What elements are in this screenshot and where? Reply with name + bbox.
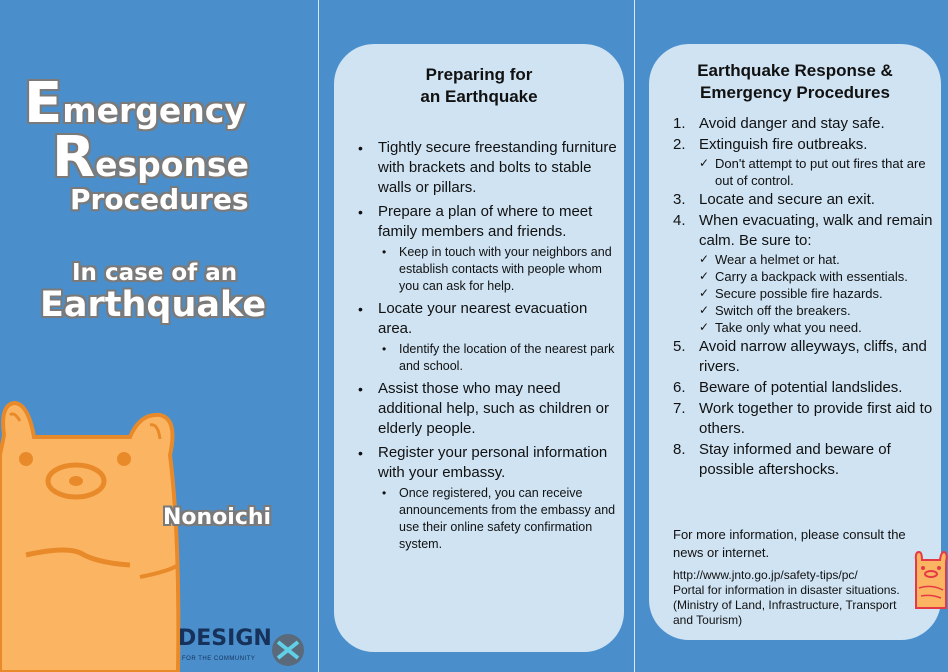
response-card	[649, 44, 941, 640]
response-title: Earthquake Response & Emergency Procedures	[697, 61, 893, 102]
sub-list	[378, 244, 618, 295]
sub-list	[378, 485, 618, 553]
check-list	[699, 251, 933, 336]
list-item: • Register your personal information with your embassy. • Once registered, you can receive announcements from the embassy and use their online safety confirmation system.	[356, 443, 618, 553]
title-line-procedures: Procedures	[70, 183, 249, 216]
step-item: 6. Beware of potential landslides.	[673, 379, 903, 396]
sub-list-item: • Identify the location of the nearest park and school.	[378, 341, 618, 375]
step-item: 5. Avoid narrow alleyways, cliffs, and rivers.	[673, 338, 927, 375]
check-item: ✓ Take only what you need.	[699, 319, 933, 336]
preparation-title: Preparing for an Earthquake	[420, 65, 538, 106]
list-item: • Locate your nearest evacuation area. • Identify the location of the nearest park and school.	[356, 299, 618, 375]
subtitle-line1: In case of an	[72, 260, 238, 286]
list-item: • Prepare a plan of where to meet family members and friends. • Keep in touch with your neighbors and establish contacts with people whom you can ask for help.	[356, 202, 618, 295]
check-item: ✓ Secure possible fire hazards.	[699, 285, 933, 302]
preparation-card	[334, 44, 624, 652]
step-item: 3. Locate and secure an exit.	[673, 191, 875, 208]
logo-sub-text: FOR THE COMMUNITY	[182, 656, 256, 662]
city-label: Nonoichi	[163, 505, 272, 530]
info-source	[673, 568, 903, 628]
step-item: 1. Avoid danger and stay safe.	[673, 115, 885, 132]
sub-list-item: • Keep in touch with your neighbors and establish contacts with people whom you can ask for help.	[378, 244, 618, 295]
preparation-panel	[318, 0, 634, 672]
check-item: ✓ Wear a helmet or hat.	[699, 251, 933, 268]
check-list	[699, 155, 933, 189]
mini-mascot-icon	[913, 550, 948, 612]
title-line-emergency: Emergency	[24, 71, 246, 136]
more-info-text: For more information, please consult the news or internet.	[673, 527, 906, 560]
info-url-description: Portal for information in disaster situations. (Ministry of Land, Infrastructure, Transport and Tourism)	[673, 583, 900, 627]
sub-list	[378, 341, 618, 375]
info-url: http://www.jnto.go.jp/safety-tips/pc/	[673, 568, 858, 582]
step-item: 4. When evacuating, walk and remain calm. Be sure to: ✓ Wear a helmet or hat. ✓ Carry a backpack with essentials. ✓ Secure possible fire hazards. ✓ Switch off the breakers. ✓ Take only what you need.	[673, 211, 933, 336]
cover-panel	[0, 0, 318, 672]
subtitle-line2: Earthquake	[40, 285, 267, 325]
list-item: • Tightly secure freestanding furniture with brackets and bolts to stable walls or pillars.	[356, 138, 618, 198]
check-item: ✓ Carry a backpack with essentials.	[699, 268, 933, 285]
response-steps	[673, 114, 933, 481]
logo-mark-icon	[270, 632, 306, 668]
design-for-community-logo	[178, 628, 314, 668]
step-item: 2. Extinguish fire outbreaks. ✓ Don't attempt to put out fires that are out of control.	[673, 135, 933, 189]
sub-list-item: • Once registered, you can receive announcements from the embassy and use their online safety confirmation system.	[378, 485, 618, 553]
logo-main-text: DESIGN	[178, 626, 272, 651]
step-item: 7. Work together to provide first aid to others.	[673, 400, 933, 437]
title-line-response: Response	[52, 125, 249, 190]
step-item: 8. Stay informed and beware of possible aftershocks.	[673, 441, 891, 478]
check-item: ✓ Don't attempt to put out fires that are out of control.	[699, 155, 933, 189]
list-item: • Assist those who may need additional help, such as children or elderly people.	[356, 379, 618, 439]
check-item: ✓ Switch off the breakers.	[699, 302, 933, 319]
preparation-list	[356, 138, 618, 557]
response-panel	[634, 0, 948, 672]
